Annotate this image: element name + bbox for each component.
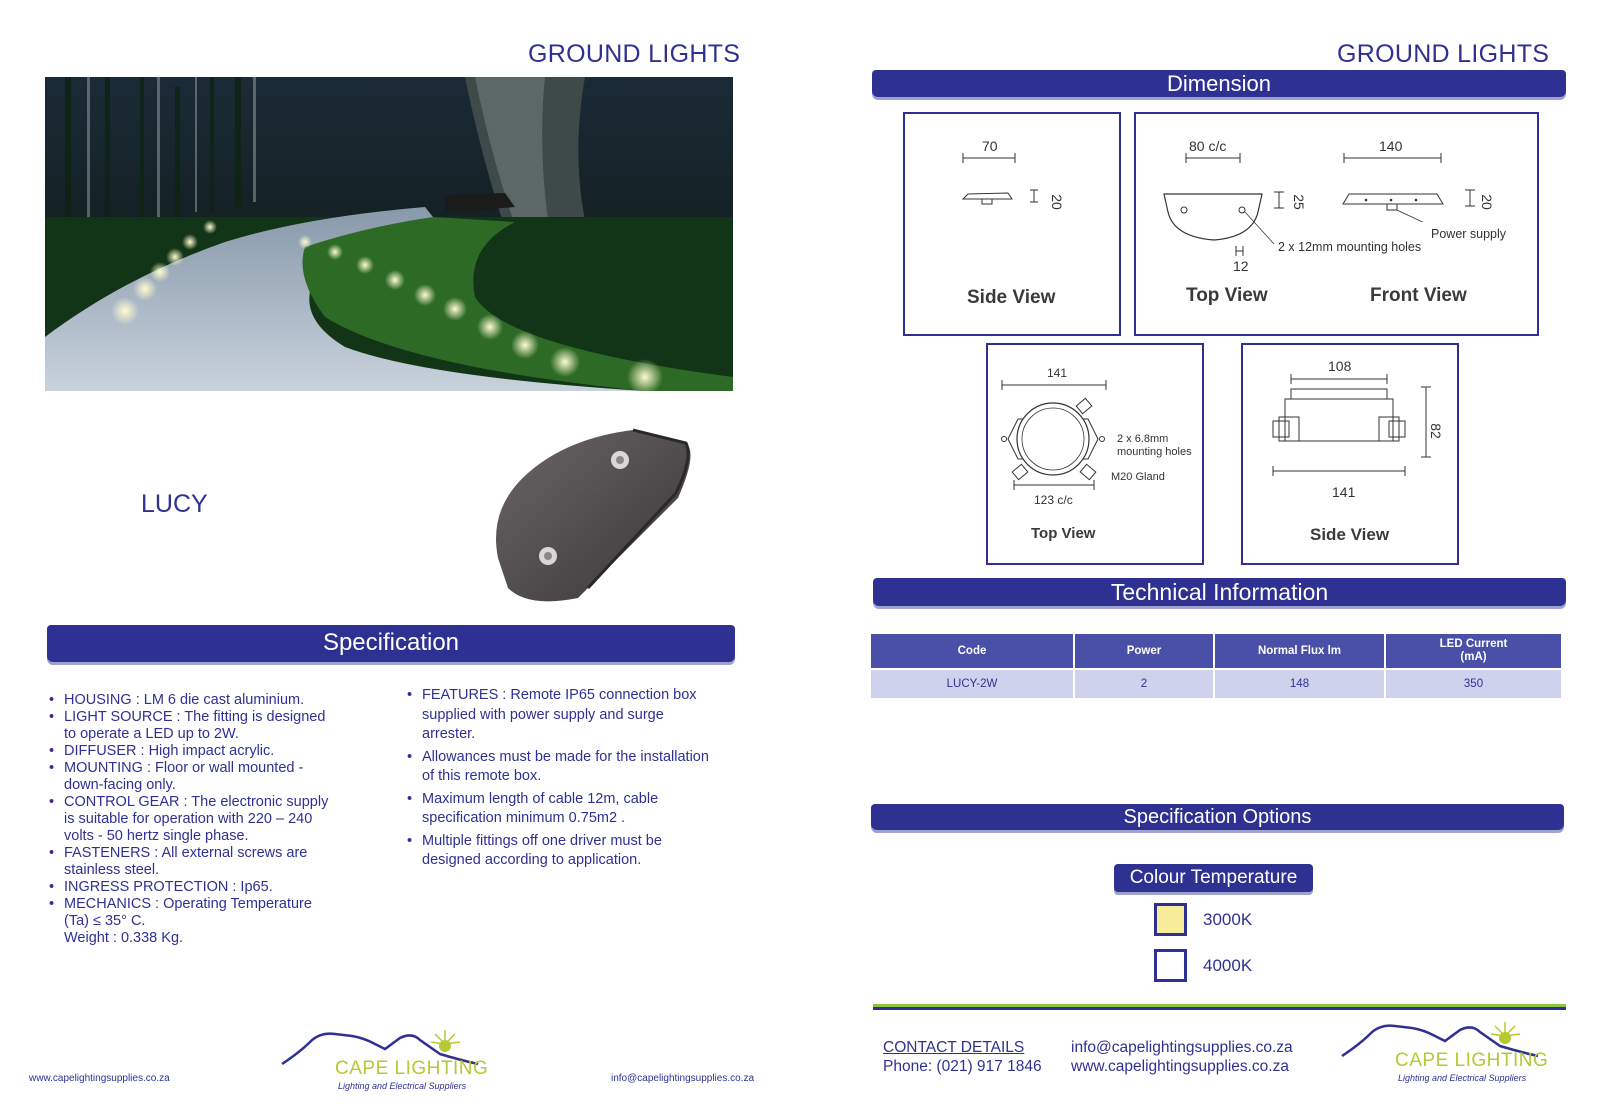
spec-mechanics: • MECHANICS : Operating Temperature (Ta) ≤ 35° C. Weight : 0.338 Kg.	[46, 896, 386, 947]
top1-height: 25	[1290, 194, 1307, 210]
top2-note3: M20 Gland	[1111, 471, 1165, 483]
top1-label: Top View	[1186, 285, 1268, 306]
footer-email-left[interactable]: info@capelightingsupplies.co.za	[611, 1073, 755, 1084]
spec-multiple: • Multiple fittings off one driver must be designed according to application.	[404, 832, 744, 871]
cape-lighting-logo-left	[280, 1024, 490, 1098]
td-led-current: 350	[1385, 669, 1561, 698]
spec-ingress: • INGRESS PROTECTION : Ip65.	[46, 879, 386, 896]
th-code: Code	[871, 634, 1074, 669]
dimension-band	[872, 70, 1566, 97]
spec-options-band	[871, 804, 1564, 830]
top2-width: 141	[1047, 366, 1068, 380]
product-name: LUCY	[141, 490, 208, 518]
top2-label: Top View	[1031, 525, 1096, 542]
side2-width: 108	[1328, 358, 1352, 374]
spec-list-right	[404, 686, 744, 874]
th-power: Power	[1074, 634, 1214, 669]
left-page-title: GROUND LIGHTS	[528, 40, 741, 68]
spec-allowances: • Allowances must be made for the installation of this remote box.	[404, 748, 744, 787]
diagram-top-front-view-1	[1134, 112, 1539, 336]
right-page-title: GROUND LIGHTS	[1337, 40, 1550, 68]
spec-options-heading: Specification Options	[1123, 806, 1312, 828]
table-header-row	[871, 634, 1561, 669]
spec-light-source: • LIGHT SOURCE : The fitting is designed to operate a LED up to 2W.	[46, 709, 386, 743]
cape-lighting-logo-right	[1340, 1016, 1550, 1090]
diagram-side-view-2	[1241, 343, 1459, 565]
spec-cable: • Maximum length of cable 12m, cable specification minimum 0.75m2 .	[404, 790, 744, 829]
dimension-heading: Dimension	[1167, 71, 1271, 96]
driveway-photo	[45, 77, 733, 391]
td-flux: 148	[1214, 669, 1385, 698]
th-led-current-line2: (mA)	[1460, 651, 1487, 663]
technical-info-band	[873, 578, 1566, 606]
swatch-3000k[interactable]	[1154, 903, 1187, 936]
table-row	[871, 669, 1561, 698]
spec-fasteners: • FASTENERS : All external screws are stainless steel.	[46, 845, 386, 879]
th-led-current	[1385, 634, 1561, 669]
spec-mounting: • MOUNTING : Floor or wall mounted - down-facing only.	[46, 760, 386, 794]
top1-note: 2 x 12mm mounting holes	[1278, 240, 1422, 254]
side2-label: Side View	[1310, 525, 1390, 544]
contact-links	[1071, 1038, 1293, 1076]
top1-drawing	[1160, 152, 1290, 262]
side2-drawing	[1271, 373, 1441, 493]
th-flux: Normal Flux lm	[1214, 634, 1385, 669]
contact-block	[883, 1038, 1042, 1076]
footer-divider-blue	[873, 1007, 1566, 1010]
top2-note1: 2 x 6.8mm	[1117, 433, 1169, 445]
top1-width: 80 c/c	[1189, 138, 1227, 154]
spec-features: • FEATURES : Remote IP65 connection box supplied with power supply and surge arrester.	[404, 686, 744, 745]
side1-label: Side View	[967, 287, 1056, 308]
td-code: LUCY-2W	[871, 669, 1074, 698]
diagram-side-view-1	[903, 112, 1121, 336]
logo-tagline-right: Lighting and Electrical Suppliers	[1398, 1073, 1527, 1083]
side2-bottom: 141	[1332, 484, 1356, 500]
contact-heading: CONTACT DETAILS	[883, 1039, 1025, 1056]
top2-note2: mounting holes	[1117, 446, 1192, 458]
contact-phone: Phone: (021) 917 1846	[883, 1058, 1042, 1075]
top1-bottom: 12	[1233, 258, 1249, 274]
front1-note: Power supply	[1431, 227, 1507, 241]
spec-list-left	[46, 692, 386, 947]
specification-band	[47, 625, 735, 662]
front1-drawing	[1341, 152, 1521, 222]
side1-height: 20	[1048, 194, 1065, 210]
td-power: 2	[1074, 669, 1214, 698]
option-4000k: 4000K	[1203, 956, 1253, 975]
th-led-current-line1: LED Current	[1439, 638, 1508, 650]
contact-web[interactable]: www.capelightingsupplies.co.za	[1071, 1058, 1289, 1075]
diagram-top-view-2	[986, 343, 1204, 565]
side1-drawing	[960, 152, 1050, 212]
top2-drawing	[998, 379, 1118, 499]
logo-name-left: CAPE LIGHTING	[335, 1058, 489, 1079]
logo-name-right: CAPE LIGHTING	[1395, 1050, 1549, 1071]
spec-housing: • HOUSING : LM 6 die cast aluminium.	[46, 692, 386, 709]
technical-info-heading: Technical Information	[1110, 579, 1329, 605]
product-image	[488, 418, 710, 613]
footer-web-left[interactable]: www.capelightingsupplies.co.za	[29, 1073, 170, 1084]
specification-heading: Specification	[322, 629, 460, 656]
colour-temp-band	[1114, 864, 1313, 892]
spec-control-gear: • CONTROL GEAR : The electronic supply is suitable for operation with 220 – 240 volts - 50 hertz single phase.	[46, 794, 386, 845]
logo-tagline-left: Lighting and Electrical Suppliers	[338, 1081, 467, 1091]
swatch-4000k[interactable]	[1154, 949, 1187, 982]
front1-height: 20	[1478, 194, 1495, 210]
side1-width: 70	[982, 138, 998, 154]
side2-height: 82	[1427, 423, 1444, 439]
spec-diffuser: • DIFFUSER : High impact acrylic.	[46, 743, 386, 760]
front1-width: 140	[1379, 138, 1403, 154]
technical-table	[871, 634, 1561, 698]
top2-bottom: 123 c/c	[1034, 493, 1073, 507]
front1-label: Front View	[1370, 285, 1467, 306]
contact-email[interactable]: info@capelightingsupplies.co.za	[1071, 1039, 1293, 1056]
colour-temp-heading: Colour Temperature	[1129, 867, 1298, 888]
option-3000k: 3000K	[1203, 910, 1253, 929]
